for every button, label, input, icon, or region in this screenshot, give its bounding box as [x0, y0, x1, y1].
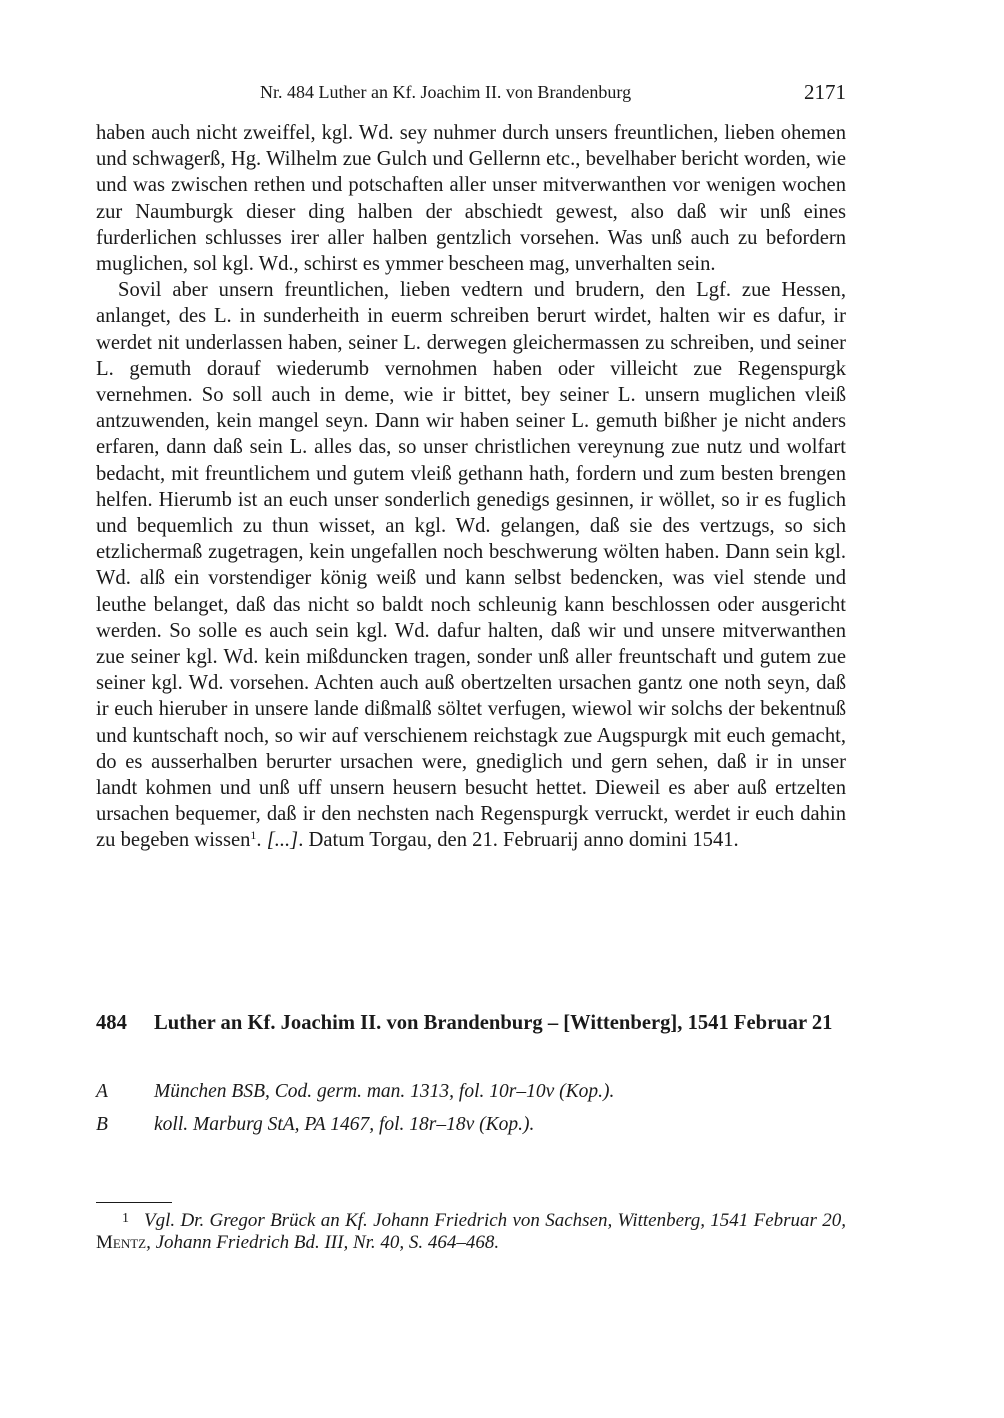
paragraph-1: haben auch nicht zweiffel, kgl. Wd. sey nuhmer durch unsers freuntlichen, lieben ohemen und schwagerß, Hg. Wilhelm zue Gulch und Gellernn etc., bevelhaber bericht worden, wie und was zwischen rethen und potschaften aller unser mitverwanthen vor wenigen wochen zur Naumburgk dieser ding halben der abschiedt gewest, also daß wir unß eines furderlichen schlusses irer aller halben gentzlich vorsehen. Was unß auch zu befordern muglichen, sol kgl. Wd., schirst es ymmer bescheen mag, unverhalten sein. — [96, 122, 846, 276]
witness-a — [96, 1079, 846, 1105]
paragraph-2-text: Sovil aber unsern freuntlichen, lieben vedtern und brudern, den Lgf. zue Hessen, anlanget, des L. in sunderheith in euerm schreiben berurt wirdet, halten wir es dafur, ir werdet nit underlassen haben, seiner L. derwegen gleichermassen zu schreiben, und seiner L. gemuth dorauf wiederumb vernohmen haben oder villeicht zue Regenspurgk vernehmen. So soll auch in deme, wie ir bittet, bey seiner L. unsern muglichen vleiß antzuwenden, kein mangel seyn. Dann wir haben seiner L. gemuth bißher je nicht anders erfaren, dann daß sein L. alles das, so unser christlichen vereynung zue nutz und wolfart bedacht, mit freuntlichem und gutem vleiß gethann hath, fordern und zum besten brengen helfen. Hierumb ist an euch unser sonderlich genedigs gesinnen, ir wöllet, so ir es fuglich und bequemlich zu thun wisset, an kgl. Wd. gelangen, daß sie des vertzugs, so sich etzlichermaß zugetragen, kein ungefallen noch beschwerung wölten haben. Dann sein kgl. Wd. alß ein vorstendiger könig weiß und kann selbst bedencken, was viel stende und leuthe belanget, daß das nicht so baldt noch schleunig kann beschlossen oder ausgericht werden. So solle es auch sein kgl. Wd. dafur halten, daß wir und unsere mitverwanthen zue seiner kgl. Wd. kein mißduncken tragen, sonder unß aller freuntschaft und gutem zue seiner kgl. Wd. vorsehen. Achten auch auß obertzelten ursachen gantz one noth seyn, daß ir euch hieruber in unsere lande dißmalß söltet verfugen, wiewol wir solchs der bekentnuß und kuntschaft noch, so wir auf verschienem reichstagk zue Augspurgk mit euch gemacht, do es ausserhalben berurter ursachen were, gnediglich und gern sehen, daß ir in unser landt kohmen und unß uff unsern heusern besucht hettet. Dieweil es aber auß ertzelten ursachen bequemer, daß ir den nechsten nach Regenspurgk verruckt, werdet ir euch dahin zu begeben wissen — [96, 279, 846, 852]
witness-b — [96, 1112, 846, 1138]
letter-heading — [96, 1010, 846, 1036]
witness-siglum: B — [96, 1114, 108, 1135]
footnote-text-a: Vgl. Dr. Gregor Brück an Kf. Johann Friedrich von Sachsen, Wittenberg, 1541 Februar 20, — [144, 1210, 846, 1231]
footnote-separator — [96, 1202, 172, 1203]
paragraph-2-sep: . — [256, 829, 267, 852]
footnote-text-b: , Johann Friedrich Bd. III, Nr. 40, S. 464–468. — [146, 1232, 500, 1253]
omission-mark: [...] — [266, 829, 299, 852]
paragraph-2 — [96, 277, 846, 853]
letter-body-text — [96, 120, 846, 854]
page-number: 2171 — [804, 80, 846, 104]
running-title: Nr. 484 Luther an Kf. Joachim II. von Brandenburg — [260, 82, 632, 102]
letter-title: Luther an Kf. Joachim II. von Brandenburg – [Wittenberg], 1541 Februar 21 — [154, 1012, 833, 1034]
footnote — [96, 1208, 846, 1254]
paragraph-2-closing: . Datum Torgau, den 21. Februarij anno domini 1541. — [298, 829, 739, 852]
letter-number: 484 — [96, 1012, 127, 1034]
footnote-reference[interactable]: 1 — [250, 828, 257, 843]
footnote-number: 1 — [122, 1211, 129, 1226]
witness-text: München BSB, Cod. germ. man. 1313, fol. 10r–10v (Kop.). — [154, 1081, 615, 1102]
witness-text: koll. Marburg StA, PA 1467, fol. 18r–18v (Kop.). — [154, 1114, 535, 1135]
footnote-author: Mentz — [96, 1232, 147, 1253]
running-head — [96, 80, 846, 110]
witness-siglum: A — [96, 1081, 108, 1102]
